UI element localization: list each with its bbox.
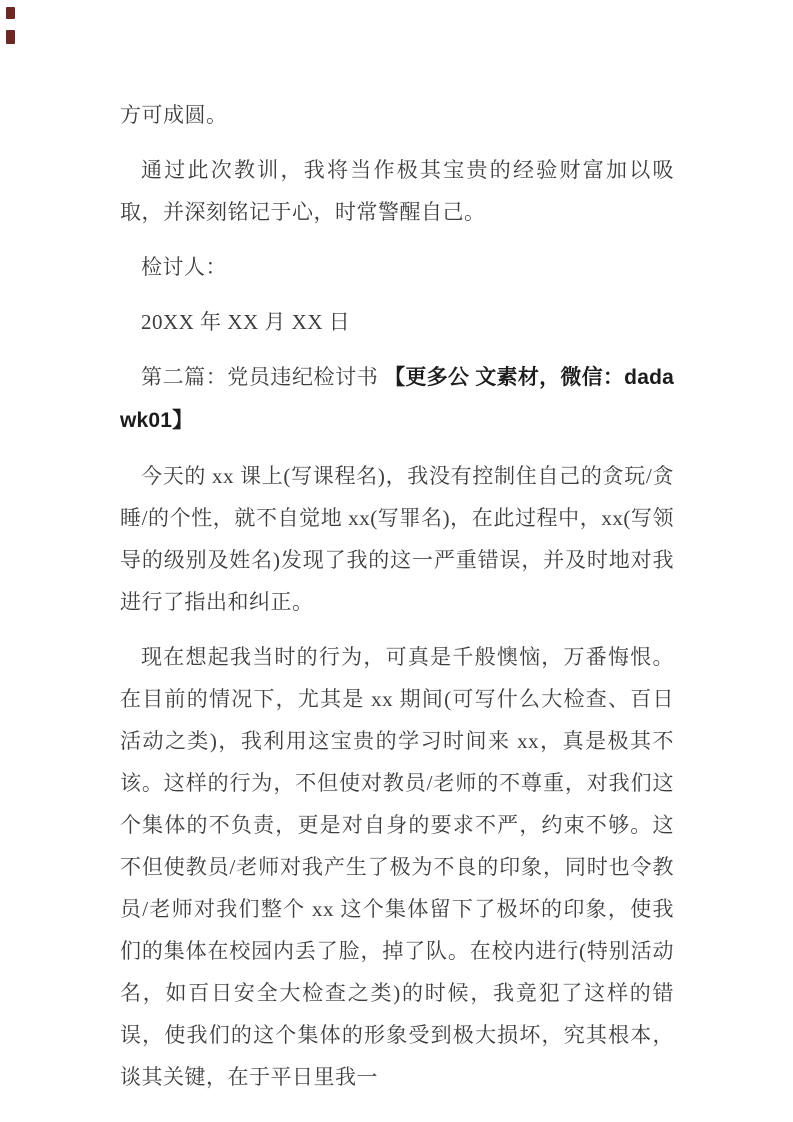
paragraph — [120, 246, 674, 288]
paragraph — [120, 455, 674, 623]
paragraph — [120, 149, 674, 233]
paragraph — [120, 356, 674, 442]
page-edge-mark-bottom — [6, 30, 15, 44]
paragraph — [120, 636, 674, 1098]
paragraph-text: 现在想起我当时的行为，可真是千般懊恼，万番悔恨。在目前的情况下，尤其是 xx 期间(可写什么大检查、百日活动之类)，我利用这宝贵的学习时间来 xx，真是极其不该。这样的行为，不但使对教员/老师的不尊重，对我们这个集体的不负责，更是对自身的要求不严，约束不够。这不但使教员/老师对我产生了极为不良的印象，同时也令教员/老师对我们整个 xx 这个集体留下了极坏的印象，使我们的集体在校园内丢了脸，掉了队。在校内进行(特别活动名，如百日安全大检查之类)的时候，我竟犯了这样的错误，使我们的这个集体的形象受到极大损坏，究其根本，谈其关键，在于平日里我一 — [120, 645, 674, 1089]
paragraph-text: 检讨人： — [141, 255, 227, 279]
paragraph-text: 20XX 年 XX 月 XX 日 — [141, 310, 351, 334]
paragraph — [120, 94, 674, 136]
document-body — [120, 0, 674, 1111]
paragraph-text: 第二篇：党员违纪检讨书 — [141, 365, 385, 389]
page-edge-mark-top — [6, 7, 15, 19]
paragraph-text: 今天的 xx 课上(写课程名)，我没有控制住自己的贪玩/贪睡/的个性，就不自觉地 xx(写罪名)，在此过程中，xx(写领导的级别及姓名)发现了我的这一严重错误，并及时地对我进行了指出和纠正。 — [120, 464, 674, 614]
promo-text: 【更多公 文素材，微信：dadawk01】 — [120, 366, 674, 432]
paragraph — [120, 301, 674, 343]
paragraph-text: 通过此次教训，我将当作极其宝贵的经验财富加以吸取，并深刻铭记于心，时常警醒自己。 — [120, 158, 674, 224]
paragraph-text: 方可成圆。 — [120, 103, 228, 127]
